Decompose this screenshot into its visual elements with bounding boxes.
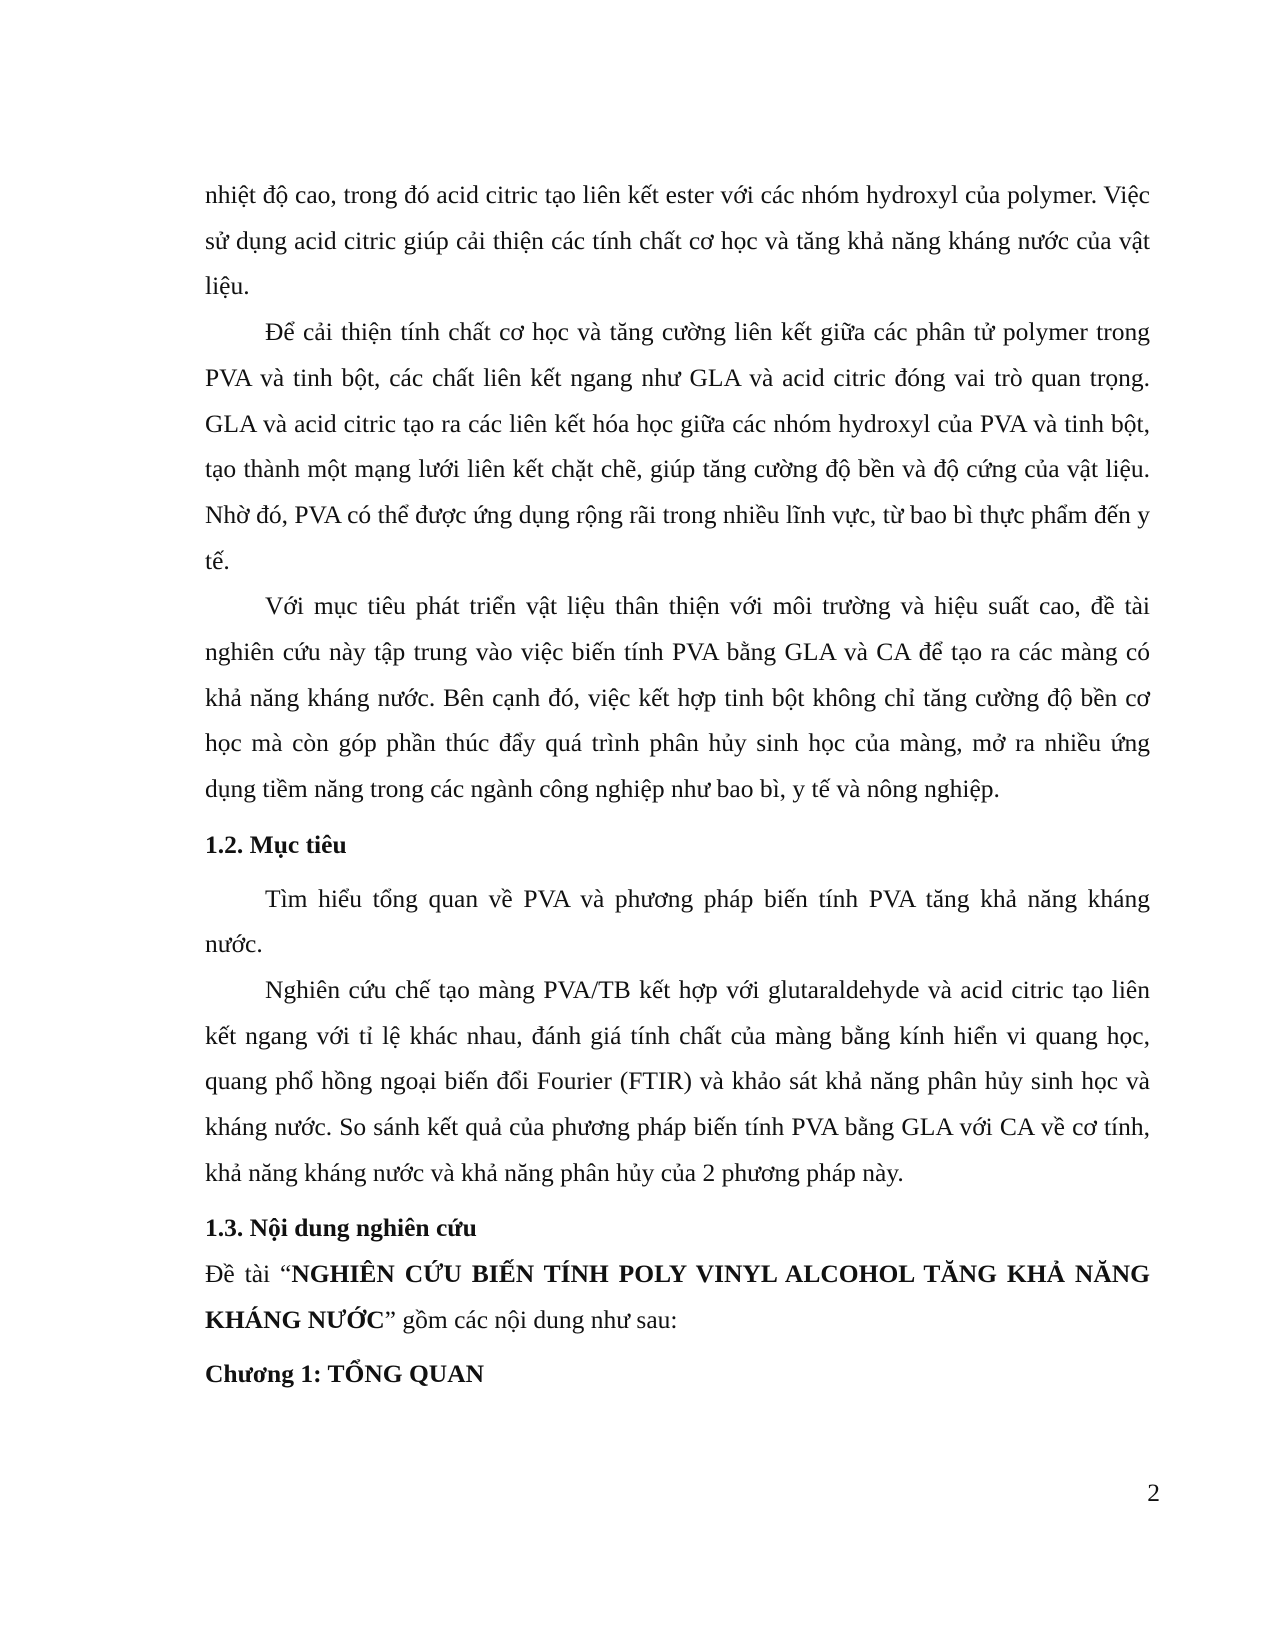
paragraph-research-focus: Với mục tiêu phát triển vật liệu thân thiện với môi trường và hiệu suất cao, đề tài nghiên cứu này tập trung vào việc biến tính PVA bằng GLA và CA để tạo ra các màng có khả năng kháng nước. Bên cạnh đó, việc kết hợp tinh bột không chỉ tăng cường độ bền cơ học mà còn góp phần thúc đẩy quá trình phân hủy sinh học của màng, mở ra nhiều ứng dụng tiềm năng trong các ngành công nghiệp như bao bì, y tế và nông nghiệp. [205, 591, 1150, 804]
chapter-1-heading: Chương 1: TỔNG QUAN [205, 1358, 485, 1388]
page-number: 2 [1147, 1478, 1160, 1507]
paragraph-objective-overview: Tìm hiểu tổng quan về PVA và phương pháp biến tính PVA tăng khả năng kháng nước. [205, 883, 1150, 959]
section-heading-research-content: 1.3. Nội dung nghiên cứu [205, 1213, 477, 1243]
topic-title: NGHIÊN CỨU BIẾN TÍNH POLY VINYL ALCOHOL TĂNG KHẢ NĂNG KHÁNG NƯỚC [205, 1259, 1150, 1334]
topic-prefix: Đề tài “ [205, 1259, 292, 1289]
section-heading-objectives: 1.2. Mục tiêu [205, 829, 347, 859]
paragraph-topic-statement [205, 1251, 1150, 1342]
paragraph-objective-experiments: Nghiên cứu chế tạo màng PVA/TB kết hợp với glutaraldehyde và acid citric tạo liên kết ngang với tỉ lệ khác nhau, đánh giá tính chất của màng bằng kính hiển vi quang học, quang phổ hồng ngoại biến đổi Fourier (FTIR) và khảo sát khả năng phân hủy sinh học và kháng nước. So sánh kết quả của phương pháp biến tính PVA bằng GLA với CA về cơ tính, khả năng kháng nước và khả năng phân hủy của 2 phương pháp này. [205, 974, 1150, 1187]
paragraph-citric-acid-crosslinking: nhiệt độ cao, trong đó acid citric tạo liên kết ester với các nhóm hydroxyl của polymer. Việc sử dụng acid citric giúp cải thiện các tính chất cơ học và tăng khả năng kháng nước của vật liệu. [205, 180, 1150, 301]
topic-suffix: ” gồm các nội dung như sau: [384, 1304, 678, 1334]
paragraph-crosslinker-role: Để cải thiện tính chất cơ học và tăng cường liên kết giữa các phân tử polymer trong PVA và tinh bột, các chất liên kết ngang như GLA và acid citric đóng vai trò quan trọng. GLA và acid citric tạo ra các liên kết hóa học giữa các nhóm hydroxyl của PVA và tinh bột, tạo thành một mạng lưới liên kết chặt chẽ, giúp tăng cường độ bền và độ cứng của vật liệu. Nhờ đó, PVA có thể được ứng dụng rộng rãi trong nhiều lĩnh vực, từ bao bì thực phẩm đến y tế. [205, 317, 1150, 575]
page-body [205, 172, 1150, 1396]
